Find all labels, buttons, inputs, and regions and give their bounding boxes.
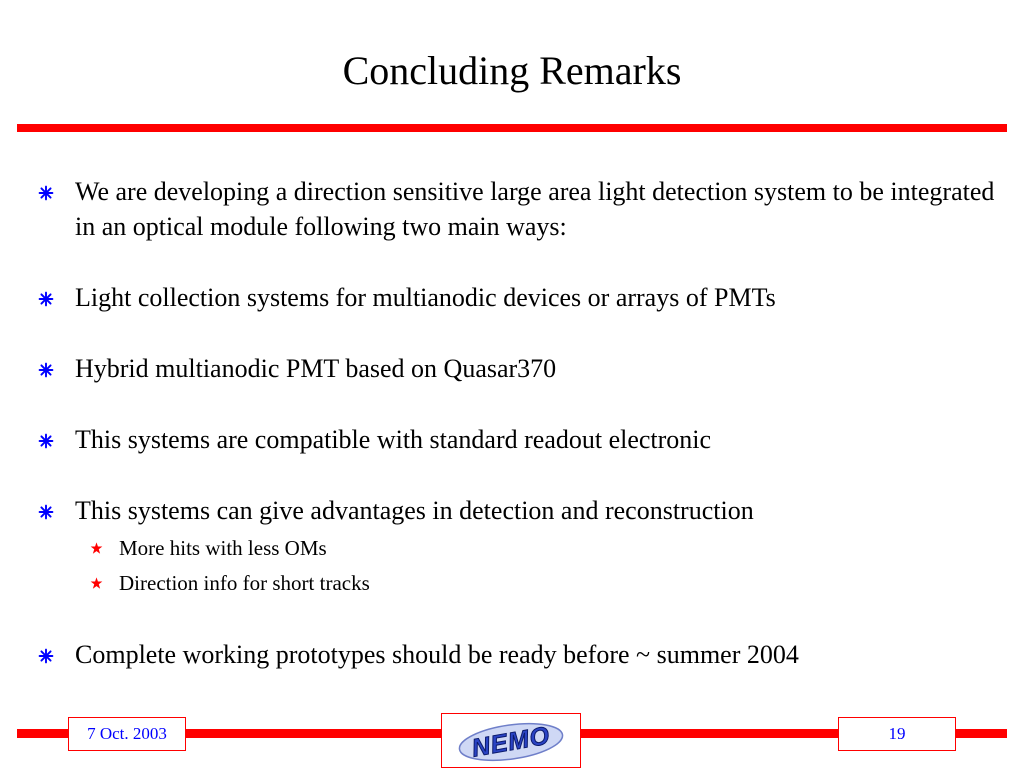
asterisk-icon [38, 433, 54, 449]
logo-icon [442, 714, 580, 767]
asterisk-icon [38, 504, 54, 520]
footer-date: 7 Oct. 2003 [68, 717, 186, 751]
asterisk-icon [38, 291, 54, 307]
star-icon [90, 577, 103, 590]
bullet-text: Light collection systems for multianodic devices or arrays of PMTs [75, 283, 776, 312]
list-item [38, 351, 998, 386]
list-item [38, 280, 998, 315]
sub-bullet-text: Direction info for short tracks [119, 571, 370, 595]
bullet-text: Complete working prototypes should be ready before ~ summer 2004 [75, 640, 799, 669]
sub-list-item [38, 534, 998, 563]
sub-bullet-text: More hits with less OMs [119, 536, 327, 560]
star-icon [90, 542, 103, 555]
title-divider [17, 124, 1007, 132]
logo-wordmark: NEMO [469, 721, 553, 763]
list-item [38, 422, 998, 457]
bullet-text: This systems can give advantages in detection and reconstruction [75, 496, 754, 525]
asterisk-icon [38, 362, 54, 378]
bullet-list [38, 174, 998, 708]
list-item [38, 493, 998, 528]
footer-logo [441, 713, 581, 768]
asterisk-icon [38, 648, 54, 664]
footer-page-number: 19 [838, 717, 956, 751]
list-item [38, 637, 998, 672]
bullet-text: This systems are compatible with standard readout electronic [75, 425, 712, 454]
bullet-text: We are developing a direction sensitive large area light detection system to be integrated in an optical module following two main ways: [75, 177, 995, 241]
sub-list-item [38, 569, 998, 598]
bullet-text: Hybrid multianodic PMT based on Quasar370 [75, 354, 557, 383]
page-title: Concluding Remarks [342, 48, 682, 93]
asterisk-icon [38, 185, 54, 201]
list-item [38, 174, 998, 244]
